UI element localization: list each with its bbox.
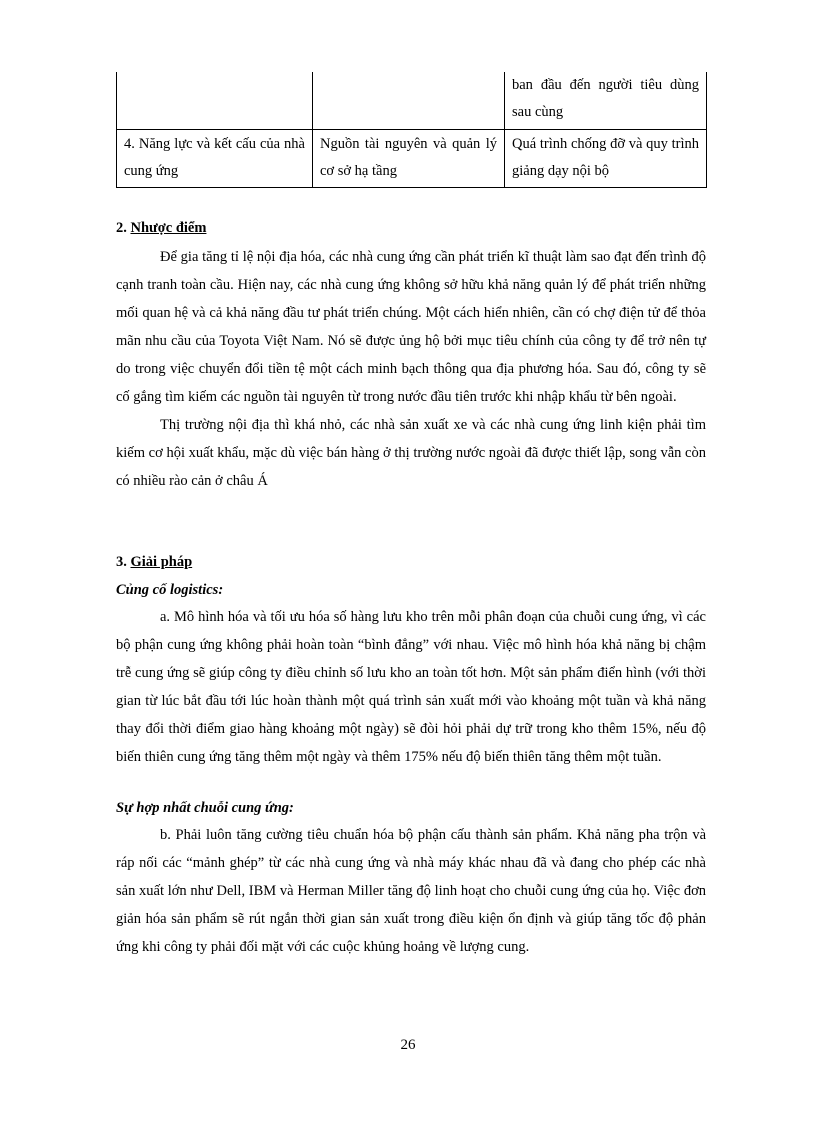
table-cell: Quá trình chống đỡ và quy trình giảng dạy nội bộ [505,130,707,188]
supply-chain-body [116,821,706,961]
paragraph: b. Phải luôn tăng cường tiêu chuẩn hóa bộ phận cấu thành sản phẩm. Khả năng pha trộn và ráp nối các “mảnh ghép” từ các nhà cung ứng và nhà máy khác nhau đã và đang cho phép các nhà sản xuất lớn như Dell, IBM và Herman Miller tăng độ linh hoạt cho chuỗi cung ứng của họ. Việc đơn giản hóa sản phẩm sẽ rút ngắn thời gian sản xuất trong điều kiện ổn định và giúp tăng tốc độ phản ứng khi công ty phải đối mặt với các cuộc khủng hoảng về lượng cung. [116,827,706,955]
section-title: Giải pháp [130,554,193,570]
table-row [117,130,707,188]
paragraph: Thị trường nội địa thì khá nhỏ, các nhà sản xuất xe và các nhà cung ứng linh kiện phải tìm kiếm cơ hội xuất khẩu, mặc dù việc bán hàng ở thị trường nước ngoài đã được thiết lập, song vẫn còn có nhiều rào cản ở châu Á [116,417,706,489]
section-number: 2. [116,220,127,236]
subheading-logistics: Củng cố logistics: [116,582,224,598]
page-number: 26 [400,1037,416,1053]
subheading-supply-chain: Sự hợp nhất chuỗi cung ứng: [116,800,294,816]
table-cell: ban đầu đến người tiêu dùng sau cùng [505,72,707,130]
table-row [117,72,707,130]
table-cell: 4. Năng lực và kết cấu của nhà cung ứng [117,130,313,188]
section-2-body [116,243,706,495]
paragraph: a. Mô hình hóa và tối ưu hóa số hàng lưu kho trên mỗi phân đoạn của chuỗi cung ứng, vì các bộ phận cung ứng không phải hoàn toàn “bình đẳng” với nhau. Việc mô hình hóa khả năng bị chậm trễ cung ứng sẽ giúp công ty điều chỉnh số lưu kho an toàn tốt hơn. Một sản phẩm điển hình (với thời gian từ lúc bắt đầu tới lúc hoàn thành một quá trình sản xuất mới vào khoảng một tuần và khả năng thay đổi thời điểm giao hàng khoảng một ngày) sẽ đòi hỏi phải dự trữ trong kho thêm 15%, nếu độ biến thiên cung ứng tăng thêm một ngày và thêm 175% nếu độ biến thiên tăng thêm một tuần. [116,609,706,765]
logistics-body [116,603,706,771]
section-3-heading [116,552,192,572]
paragraph: Để gia tăng tỉ lệ nội địa hóa, các nhà cung ứng cần phát triển kĩ thuật làm sao đạt đến trình độ cạnh tranh toàn cầu. Hiện nay, các nhà cung ứng không sở hữu khả năng quản lý để phát triển những mối quan hệ và cả khả năng đầu tư phát triển chúng. Một cách hiển nhiên, cần có chợ điện tử để thỏa mãn nhu cầu của Toyota Việt Nam. Nó sẽ được ủng hộ bởi mục tiêu chính của công ty để trở nên tự do trong việc chuyển đổi tiền tệ một cách minh bạch thông qua địa phương hóa. Sau đó, công ty sẽ cố gắng tìm kiếm các nguồn tài nguyên từ trong nước đầu tiên trước khi nhập khẩu từ bên ngoài. [116,249,706,405]
comparison-table [116,72,707,188]
section-title: Nhược điểm [130,220,207,236]
section-number: 3. [116,554,127,570]
table-cell: Nguồn tài nguyên và quản lý cơ sở hạ tầng [313,130,505,188]
table-cell [117,72,313,130]
table-cell [313,72,505,130]
section-2-heading [116,218,206,238]
